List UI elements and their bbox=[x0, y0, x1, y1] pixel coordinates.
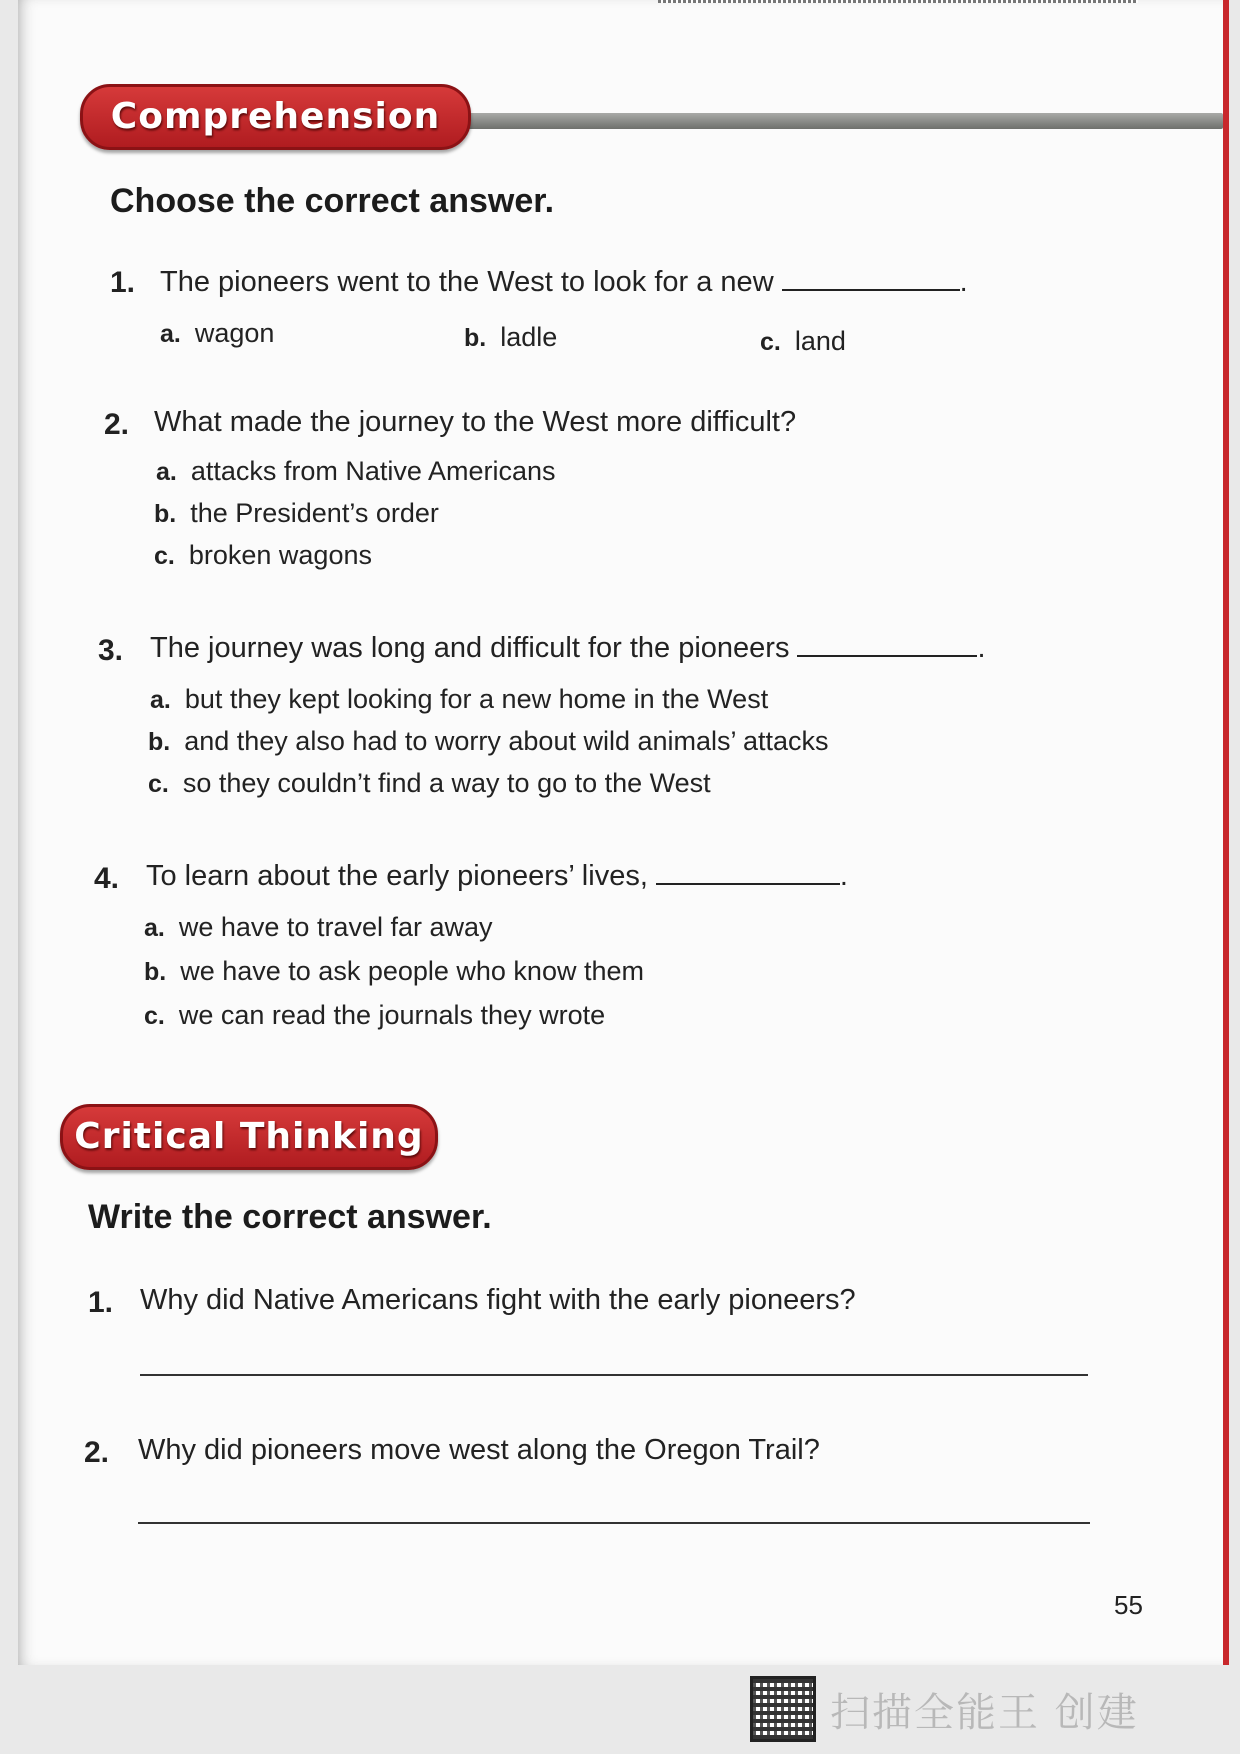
q3-option-a[interactable] bbox=[150, 684, 768, 715]
qr-code-icon bbox=[750, 1676, 816, 1742]
comprehension-title: Comprehension bbox=[110, 96, 441, 137]
q3-option-a-letter: a. bbox=[150, 686, 171, 714]
q3-option-c-letter: c. bbox=[148, 770, 169, 798]
q1-option-b-text: ladle bbox=[500, 322, 558, 352]
q3-option-c[interactable] bbox=[148, 768, 711, 799]
q2-option-a-letter: a. bbox=[156, 458, 177, 486]
q2-option-c-text: broken wagons bbox=[188, 540, 372, 570]
q1-option-c-letter: c. bbox=[760, 328, 781, 356]
q1-option-b[interactable] bbox=[464, 322, 557, 353]
comprehension-banner bbox=[80, 84, 471, 150]
q4-option-b[interactable] bbox=[144, 956, 644, 987]
workbook-page bbox=[18, 0, 1229, 1665]
critical-thinking-banner bbox=[60, 1104, 438, 1170]
page-number: 55 bbox=[1114, 1590, 1143, 1620]
comprehension-rule bbox=[388, 113, 1223, 129]
q1-option-c-text: land bbox=[794, 326, 846, 356]
q3-option-b-letter: b. bbox=[148, 728, 171, 756]
comprehension-instruction: Choose the correct answer. bbox=[110, 182, 555, 220]
q4-option-a[interactable] bbox=[144, 912, 493, 943]
q1-number: 1. bbox=[110, 266, 136, 299]
q4-number: 4. bbox=[94, 862, 120, 895]
ct-q1-answer-line[interactable] bbox=[140, 1374, 1088, 1376]
q2-option-c-letter: c. bbox=[154, 542, 175, 570]
watermark-text: 扫描全能王 创建 bbox=[830, 1689, 1139, 1736]
q4-option-b-text: we have to ask people who know them bbox=[180, 956, 644, 986]
q3-text bbox=[150, 632, 986, 665]
critical-thinking-title: Critical Thinking bbox=[74, 1116, 424, 1157]
q4-option-c-letter: c. bbox=[144, 1002, 165, 1030]
q4-option-c-text: we can read the journals they wrote bbox=[178, 1000, 606, 1030]
q1-blank[interactable] bbox=[782, 288, 960, 291]
q2-option-a[interactable] bbox=[156, 456, 555, 487]
q1-option-a-text: wagon bbox=[194, 318, 275, 348]
ct-q2-answer-line[interactable] bbox=[138, 1522, 1090, 1524]
q1-prompt: The pioneers went to the West to look for a new bbox=[160, 266, 774, 298]
q3-option-c-text: so they couldn’t find a way to go to the West bbox=[182, 768, 711, 798]
q4-option-c[interactable] bbox=[144, 1000, 605, 1031]
q2-text: What made the journey to the West more difficult? bbox=[154, 406, 797, 438]
q2-option-a-text: attacks from Native Americans bbox=[190, 456, 556, 486]
q4-text bbox=[146, 860, 848, 893]
top-edge-line bbox=[658, 0, 1138, 3]
q2-option-c[interactable] bbox=[154, 540, 372, 571]
q2-option-b[interactable] bbox=[154, 498, 439, 529]
q4-option-a-letter: a. bbox=[144, 914, 165, 942]
q3-option-b[interactable] bbox=[148, 726, 829, 757]
q1-option-a[interactable] bbox=[160, 318, 274, 349]
critical-thinking-instruction: Write the correct answer. bbox=[88, 1198, 492, 1236]
q1-option-c[interactable] bbox=[760, 326, 846, 357]
q3-option-a-text: but they kept looking for a new home in the West bbox=[184, 684, 769, 714]
q3-option-b-text: and they also had to worry about wild animals’ attacks bbox=[184, 726, 829, 756]
scanner-watermark bbox=[750, 1676, 1139, 1742]
q1-option-a-letter: a. bbox=[160, 320, 181, 348]
q1-option-b-letter: b. bbox=[464, 324, 487, 352]
ct-q1-number: 1. bbox=[88, 1286, 114, 1319]
ct-q2-text: Why did pioneers move west along the Oregon Trail? bbox=[138, 1434, 820, 1466]
q4-prompt: To learn about the early pioneers’ lives, bbox=[146, 860, 648, 892]
q1-text bbox=[160, 266, 968, 299]
q1-period: . bbox=[959, 266, 968, 298]
q3-number: 3. bbox=[98, 634, 124, 667]
q4-blank[interactable] bbox=[656, 882, 840, 885]
q2-option-b-letter: b. bbox=[154, 500, 177, 528]
q4-option-a-text: we have to travel far away bbox=[178, 912, 493, 942]
q2-number: 2. bbox=[104, 408, 130, 441]
q3-period: . bbox=[977, 632, 986, 664]
q4-period: . bbox=[839, 860, 848, 892]
ct-q2-number: 2. bbox=[84, 1436, 110, 1469]
q2-option-b-text: the President’s order bbox=[190, 498, 439, 528]
q3-blank[interactable] bbox=[797, 654, 977, 657]
ct-q1-text: Why did Native Americans fight with the early pioneers? bbox=[140, 1284, 856, 1316]
q4-option-b-letter: b. bbox=[144, 958, 167, 986]
q3-prompt: The journey was long and difficult for the pioneers bbox=[150, 632, 790, 664]
